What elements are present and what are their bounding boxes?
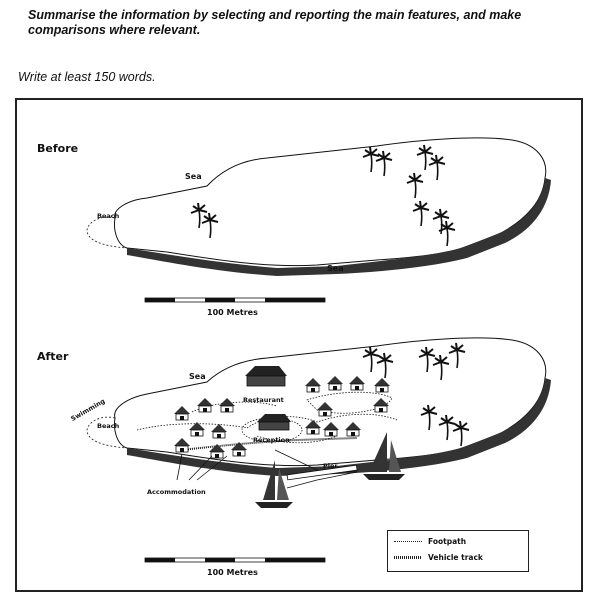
before-scale-label: 100 Metres [207, 308, 258, 317]
map-frame [15, 98, 583, 592]
after-island [87, 338, 551, 508]
after-sea-top-label: Sea [189, 372, 206, 381]
after-restaurant-label: Restaurant [243, 396, 284, 404]
after-scale-bar [145, 558, 325, 562]
after-accommodation-label: Accommodation [147, 488, 206, 496]
before-scale-bar [145, 298, 325, 302]
footpath-swatch [394, 541, 422, 542]
task-instruction: Summarise the information by selecting and reporting the main features, and make comparisons where relevant. [28, 8, 522, 37]
word-count-instruction: Write at least 150 words. [18, 70, 156, 84]
before-label: Before [37, 142, 79, 155]
after-scale-label: 100 Metres [207, 568, 258, 577]
before-beach-label: Beach [97, 212, 120, 220]
island-maps [17, 100, 581, 590]
after-swimming-label: Swimming [69, 397, 107, 423]
after-label: After [37, 350, 69, 363]
before-sea-top-label: Sea [185, 172, 202, 181]
map-legend [387, 530, 529, 572]
before-island [87, 138, 551, 276]
legend-footpath-label: Footpath [428, 537, 467, 546]
legend-vehicle-track-label: Vehicle track [428, 553, 483, 562]
before-sea-bottom-label: Sea [327, 264, 344, 273]
vehicle-track-swatch [394, 556, 422, 559]
after-pier-label: Pier [323, 462, 338, 470]
after-reception-label: Reception [253, 436, 290, 444]
after-beach-label: Beach [97, 422, 120, 430]
legend-vehicle-track [394, 553, 483, 562]
legend-footpath [394, 537, 466, 546]
